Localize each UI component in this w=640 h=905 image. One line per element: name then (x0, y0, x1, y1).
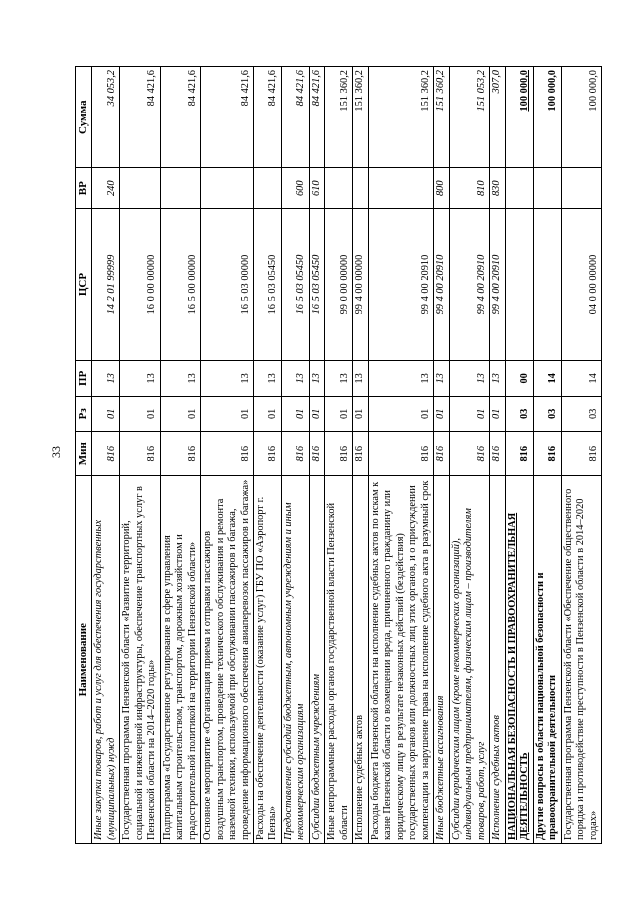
row-min-cell: 816 (120, 432, 160, 476)
row-rz-cell: 01 (325, 396, 353, 431)
row-pr-cell: 14 (561, 361, 601, 396)
row-vr-cell (533, 168, 561, 209)
table-row (505, 67, 533, 844)
row-pr-cell: 13 (160, 361, 200, 396)
row-csr-cell: 16 5 03 00000 (201, 209, 254, 361)
row-name-cell (533, 476, 561, 844)
row-rz-cell: 01 (449, 396, 489, 431)
row-csr-cell: 99 4 00 20910 (490, 209, 505, 361)
row-min-cell: 816 (325, 432, 353, 476)
table-header-row (76, 67, 92, 844)
row-name-text: Основное мероприятие «Организация приема и отправки пассажиров воздушным транспортом, проведение технического обслуживания и ремонта наземной техники, используемой при обслуживании пассажиров и багажа, проведение информационного обеспечения авиаперевозок пассажиров и багажа» (202, 479, 251, 840)
row-rz-cell: 01 (160, 396, 200, 431)
row-sum-cell: 151 360,2 (368, 67, 433, 168)
table-row (160, 67, 200, 844)
row-sum-cell: 151 053,2 (449, 67, 489, 168)
header-pr: ПР (76, 361, 92, 396)
row-min-cell: 816 (434, 432, 449, 476)
row-min-cell: 816 (254, 432, 282, 476)
row-csr-cell: 99 4 00 00000 (353, 209, 368, 361)
row-pr-cell: 13 (254, 361, 282, 396)
row-vr-cell (561, 168, 601, 209)
row-min-cell: 816 (353, 432, 368, 476)
row-sum-cell: 100 000,0 (561, 67, 601, 168)
row-rz-cell: 01 (434, 396, 449, 431)
row-min-cell: 816 (533, 432, 561, 476)
row-name-text: Другие вопросы в области национальной безопасности и правоохранительной деятельности (534, 572, 559, 840)
row-name-text: Иные закупки товаров, работ и услуг для обеспечения государственных (муниципальных) нужд (93, 519, 117, 840)
row-vr-cell (254, 168, 282, 209)
row-vr-cell (368, 168, 433, 209)
row-pr-cell: 13 (309, 361, 324, 396)
row-pr-cell: 00 (505, 361, 533, 396)
row-rz-cell: 03 (561, 396, 601, 431)
row-pr-cell: 13 (120, 361, 160, 396)
row-min-cell: 816 (281, 432, 309, 476)
row-name-cell (353, 476, 368, 844)
row-csr-cell: 16 5 03 05450 (309, 209, 324, 361)
row-name-cell (160, 476, 200, 844)
row-rz-cell: 01 (92, 396, 120, 431)
row-rz-cell: 03 (505, 396, 533, 431)
page-number: 33 (49, 446, 63, 458)
row-vr-cell (353, 168, 368, 209)
row-pr-cell: 13 (201, 361, 254, 396)
row-vr-cell (325, 168, 353, 209)
row-name-cell (309, 476, 324, 844)
table-row (309, 67, 324, 844)
row-min-cell: 816 (368, 432, 433, 476)
row-name-cell (490, 476, 505, 844)
row-sum-cell: 151 360,2 (353, 67, 368, 168)
row-vr-cell (160, 168, 200, 209)
row-sum-cell: 84 421,6 (201, 67, 254, 168)
row-csr-cell: 16 0 00 00000 (120, 209, 160, 361)
header-min: Мин (76, 432, 92, 476)
row-name-cell (368, 476, 433, 844)
row-sum-cell: 84 421,6 (281, 67, 309, 168)
row-csr-cell: 16 5 00 00000 (160, 209, 200, 361)
row-sum-cell: 151 360,2 (325, 67, 353, 168)
table-row (92, 67, 120, 844)
row-name-text: Расходы бюджета Пензенской области на исполнение судебных актов по искам к казне Пензенской области о возмещении вреда, причиненного гражданину или юридическому лицу в результате незаконных действий (бездействия) государственных органов или должностных лиц этих органов, и о присуждении компенсации за нарушение права на исполнение судебного акта в разумный срок (369, 480, 431, 840)
row-vr-cell: 610 (309, 168, 324, 209)
row-name-cell (449, 476, 489, 844)
row-sum-cell: 84 421,6 (309, 67, 324, 168)
row-name-cell (505, 476, 533, 844)
row-min-cell: 816 (449, 432, 489, 476)
row-pr-cell: 13 (353, 361, 368, 396)
row-sum-cell: 100 000,0 (533, 67, 561, 168)
row-sum-cell: 84 421,6 (120, 67, 160, 168)
row-sum-cell: 84 421,6 (160, 67, 200, 168)
row-pr-cell: 13 (92, 361, 120, 396)
row-name-text: Иные непрограммные расходы органов государственной власти Пензенской области (326, 502, 350, 840)
row-rz-cell: 03 (533, 396, 561, 431)
row-csr-cell: 04 0 00 00000 (561, 209, 601, 361)
table-row (254, 67, 282, 844)
row-csr-cell (505, 209, 533, 361)
row-csr-cell: 16 5 03 05450 (281, 209, 309, 361)
row-vr-cell: 800 (434, 168, 449, 209)
table-body (92, 67, 602, 844)
table-row (561, 67, 601, 844)
row-csr-cell (533, 209, 561, 361)
row-vr-cell: 810 (449, 168, 489, 209)
row-name-text: Иные бюджетные ассигнования (435, 695, 447, 840)
row-name-text: Государственная программа Пензенской области «Развитие территорий, социальной и инженерной инфраструктуры, обеспечение транспортных услуг в Пензенской области на 2014–2020 годы» (121, 486, 158, 840)
row-pr-cell: 13 (434, 361, 449, 396)
row-csr-cell: 99 4 00 20910 (449, 209, 489, 361)
row-pr-cell: 13 (490, 361, 505, 396)
row-vr-cell: 600 (281, 168, 309, 209)
row-csr-cell: 16 5 03 05450 (254, 209, 282, 361)
row-name-cell (561, 476, 601, 844)
row-name-cell (325, 476, 353, 844)
row-pr-cell: 13 (449, 361, 489, 396)
header-name: Наименование (76, 476, 92, 844)
table-row (281, 67, 309, 844)
table-row (434, 67, 449, 844)
row-min-cell: 816 (160, 432, 200, 476)
row-min-cell: 816 (505, 432, 533, 476)
row-pr-cell: 13 (281, 361, 309, 396)
header-sum: Сумма (76, 67, 92, 168)
row-name-text: Субсидии бюджетным учреждениям (310, 673, 322, 840)
header-rz: Рз (76, 396, 92, 431)
row-vr-cell (201, 168, 254, 209)
row-rz-cell: 01 (254, 396, 282, 431)
header-csr: ЦСР (76, 209, 92, 361)
row-vr-cell (120, 168, 160, 209)
row-name-text: Государственная программа Пензенской области «Обеспечение общественного порядка и противодействие преступности в Пензенской области в 2014–2020 годах» (562, 488, 599, 840)
row-name-text: Субсидии юридическим лицам (кроме некоммерческих организаций), индивидуальным предпринимателям, физическим лицам – производителям товаров, работ, услуг (450, 508, 487, 840)
row-pr-cell: 13 (325, 361, 353, 396)
row-name-cell (281, 476, 309, 844)
row-vr-cell: 240 (92, 168, 120, 209)
budget-table-container (75, 66, 599, 844)
row-sum-cell: 34 053,2 (92, 67, 120, 168)
table-row (353, 67, 368, 844)
table-row (533, 67, 561, 844)
row-rz-cell: 01 (201, 396, 254, 431)
row-min-cell: 816 (309, 432, 324, 476)
row-rz-cell: 01 (368, 396, 433, 431)
row-min-cell: 816 (201, 432, 254, 476)
row-rz-cell: 01 (353, 396, 368, 431)
row-sum-cell: 100 000,0 (505, 67, 533, 168)
row-name-cell (92, 476, 120, 844)
row-rz-cell: 01 (490, 396, 505, 431)
row-pr-cell: 14 (533, 361, 561, 396)
row-name-text: Исполнение судебных актов (491, 715, 503, 840)
row-name-text: Подпрограмма «Государственное регулирование в сфере управления капитальным строительством, транспортом, дорожным хозяйством и градостроительной политикой на территории Пензенской области» (161, 534, 198, 840)
row-sum-cell: 84 421,6 (254, 67, 282, 168)
row-sum-cell: 307,0 (490, 67, 505, 168)
row-sum-cell: 151 360,2 (434, 67, 449, 168)
row-name-text: НАЦИОНАЛЬНАЯ БЕЗОПАСНОСТЬ И ПРАВООХРАНИТЕЛЬНАЯ ДЕЯТЕЛЬНОСТЬ (506, 512, 531, 840)
row-pr-cell: 13 (368, 361, 433, 396)
row-csr-cell: 14 2 01 99999 (92, 209, 120, 361)
header-vr: ВР (76, 168, 92, 209)
table-row (490, 67, 505, 844)
row-vr-cell (505, 168, 533, 209)
budget-table (75, 66, 602, 844)
row-name-text: Расходы на обеспечение деятельности (оказание услуг) ГБУ ПО «Аэропорт г. Пензы» (255, 496, 279, 840)
row-rz-cell: 01 (281, 396, 309, 431)
row-csr-cell: 99 4 00 20910 (368, 209, 433, 361)
table-row (325, 67, 353, 844)
row-name-text: Предоставление субсидий бюджетным, автономным учреждениям и иным некоммерческим организациям (282, 502, 307, 840)
row-min-cell: 816 (92, 432, 120, 476)
row-csr-cell: 99 0 00 00000 (325, 209, 353, 361)
table-row (120, 67, 160, 844)
row-min-cell: 816 (561, 432, 601, 476)
table-row (368, 67, 433, 844)
row-rz-cell: 01 (309, 396, 324, 431)
row-name-cell (254, 476, 282, 844)
row-name-cell (201, 476, 254, 844)
row-vr-cell: 830 (490, 168, 505, 209)
row-name-cell (120, 476, 160, 844)
row-name-cell (434, 476, 449, 844)
row-rz-cell: 01 (120, 396, 160, 431)
row-csr-cell: 99 4 00 20910 (434, 209, 449, 361)
table-row (201, 67, 254, 844)
table-row (449, 67, 489, 844)
row-name-text: Исполнение судебных актов (354, 715, 366, 840)
row-min-cell: 816 (490, 432, 505, 476)
